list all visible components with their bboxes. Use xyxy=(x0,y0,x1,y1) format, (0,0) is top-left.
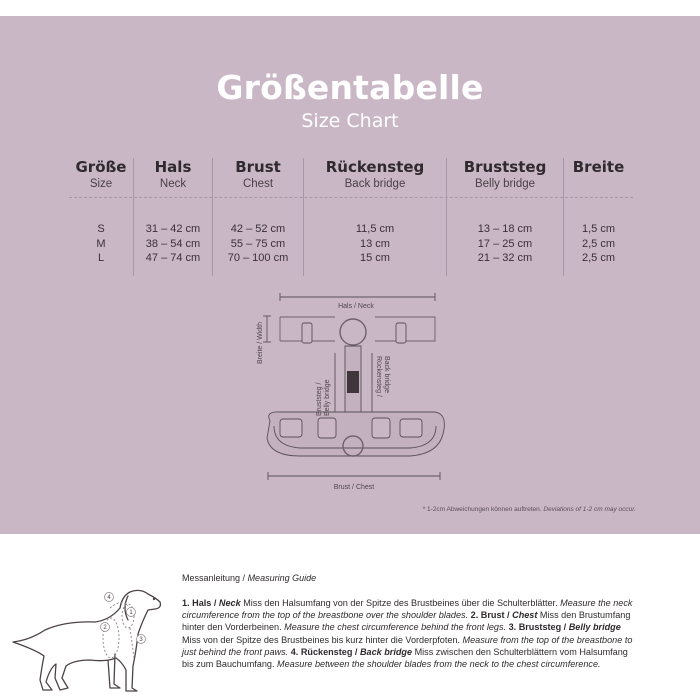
column-subheader: Back bridge xyxy=(344,178,406,190)
table-cell: M xyxy=(96,237,106,250)
table-cell: 70 – 100 cm xyxy=(227,252,289,264)
column-subheader: Size xyxy=(89,178,113,190)
table-cell: 1,5 cm xyxy=(581,223,615,235)
table-cell: S xyxy=(97,223,105,235)
marker-1: 1 xyxy=(129,610,133,616)
table-cell: 55 – 75 cm xyxy=(230,237,286,250)
column-header: Brust xyxy=(235,158,281,176)
table-cell: 42 – 52 cm xyxy=(230,223,286,235)
column-width xyxy=(564,158,633,276)
table-cell: L xyxy=(97,252,105,264)
chest-label: Brust / Chest xyxy=(333,484,375,491)
column-size xyxy=(69,158,133,276)
table-cell: 13 cm xyxy=(360,237,390,250)
harness-diagram xyxy=(250,286,460,501)
column-belly-bridge xyxy=(447,158,563,276)
column-header: Rückensteg xyxy=(325,158,425,176)
table-cell: 31 – 42 cm xyxy=(145,223,201,235)
column-subheader: Belly bridge xyxy=(474,178,536,190)
header-divider xyxy=(69,197,633,198)
width-label: Breite / Width xyxy=(257,321,264,364)
measuring-guide-title: Messanleitung / Measuring Guide xyxy=(182,573,317,583)
column-subheader: Chest xyxy=(242,178,274,190)
table-cell: 15 cm xyxy=(360,252,390,264)
column-neck xyxy=(134,158,212,276)
belly-bridge-label: Bruststeg / xyxy=(316,382,323,416)
table-cell: 47 – 74 cm xyxy=(145,252,201,264)
table-cell: 21 – 32 cm xyxy=(477,252,533,264)
column-subheader: Neck xyxy=(159,178,187,190)
table-cell: 13 – 18 cm xyxy=(477,223,533,235)
column-header: Bruststeg xyxy=(463,158,547,176)
page-title: Größentabelle xyxy=(216,68,484,107)
page-subtitle: Size Chart xyxy=(301,110,399,132)
column-header: Breite xyxy=(572,158,625,176)
column-back-bridge xyxy=(304,158,446,276)
column-header: Hals xyxy=(154,158,192,176)
table-cell: 38 – 54 cm xyxy=(145,237,201,250)
dog-measurement-illustration xyxy=(10,578,170,700)
table-cell: 2,5 cm xyxy=(581,252,615,264)
column-chest xyxy=(213,158,303,276)
back-bridge-label-en: Back bridge xyxy=(383,356,390,393)
table-cell: 2,5 cm xyxy=(581,237,615,250)
column-header: Größe xyxy=(75,158,127,176)
table-cell: 11,5 cm xyxy=(355,223,395,235)
measuring-guide-text: 1. Hals / Neck Miss den Halsumfang von der Spitze des Brustbeines über die Schulterblätter. Measure the neck circumference from the top of the breastbone over the shoulder blades. 2. Brust / Chest Miss den Brustumfang hinter den Vorderbeinen. Measure the chest circumference behind the front legs. 3. Bruststeg / Belly bridge Miss von der Spitze des Brustbeines bis kurz hinter die Vorderpfoten. Measure from the top of the breastbone to just behind the front paws. 4. Rückensteg / Back bridge Miss zwischen den Schulterblättern vom Halsumfang bis zum Bauchumfang. Measure between the shoulder blades from the neck to the chest circumference. xyxy=(182,598,633,670)
marker-3: 3 xyxy=(139,637,143,643)
back-bridge-label: Rückensteg / xyxy=(375,356,382,397)
neck-label: Hals / Neck xyxy=(338,303,374,310)
table-cell: 17 – 25 cm xyxy=(477,237,533,250)
deviation-note: * 1-2cm Abweichungen können auftreten. Deviations of 1-2 cm may occur. xyxy=(422,506,636,513)
size-chart-panel xyxy=(0,16,700,534)
belly-bridge-label-en: Belly bridge xyxy=(324,379,331,416)
marker-4: 4 xyxy=(107,595,111,601)
marker-2: 2 xyxy=(103,625,107,631)
